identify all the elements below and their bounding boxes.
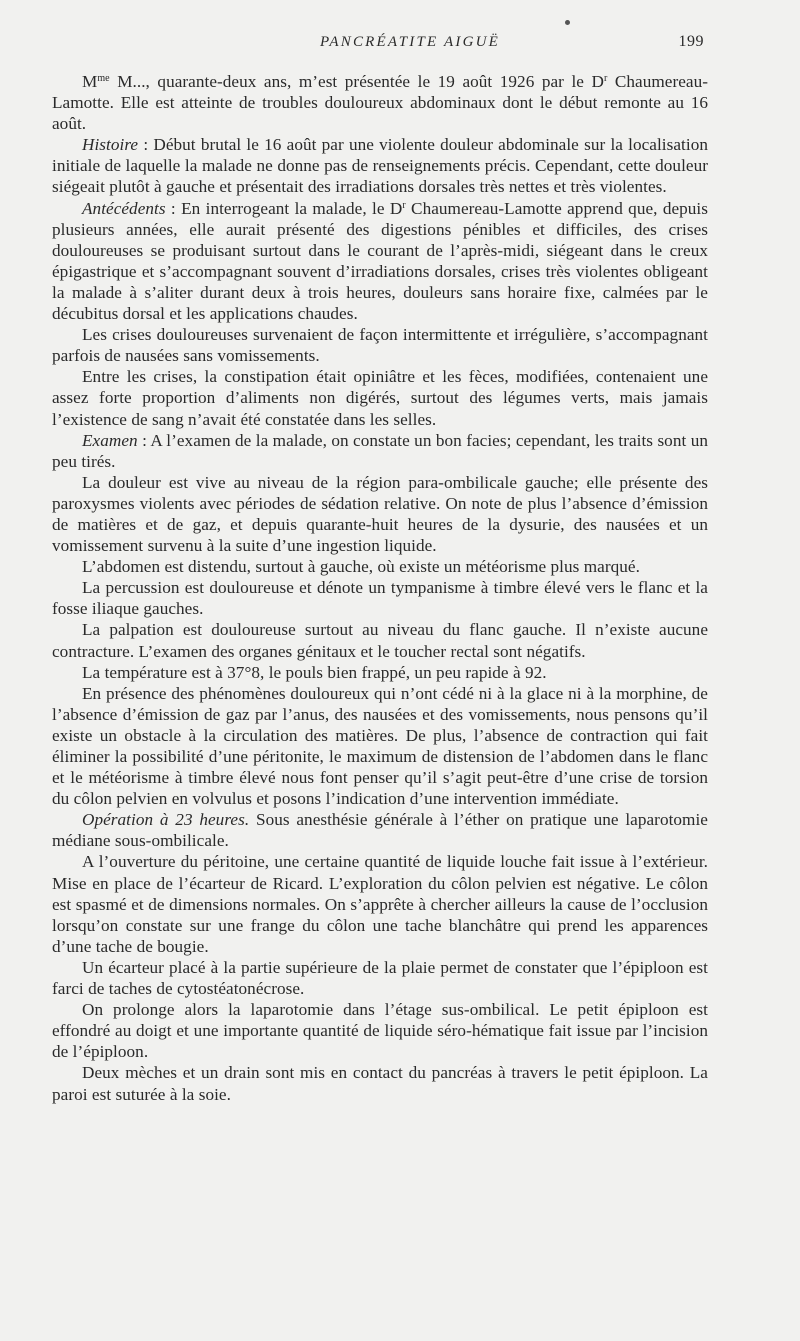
paragraph-antecedents: Antécédents : En interrogeant la malade, le $D^r$ Chaumereau-Lamotte apprend que, depuis plusieurs années, elle aurait présenté des digestions pénibles et difficiles, des crises douloureuses se produisant surtout dans le courant de l’après-midi, siégeant dans le creux épigastrique et s’accompagnant souvent d’irradiations dorsales, crises très violentes obligeant la malade à s’aliter durant deux à trois heures, douleurs sans horaire fixe, calmées par le décubitus dorsal et les applications chaudes. [52,198,708,324]
paragraph-histoire: Histoire : Début brutal le 16 août par une violente douleur abdominale sur la localisation initiale de laquelle la malade ne donne pas de renseignements précis. Cependant, cette douleur siégeait plutôt à gauche et présentait des irradiations dorsales très nettes et très violentes. [52,135,708,197]
paragraph-temperature: La température est à 37°8, le pouls bien frappé, un peu rapide à 92. [82,662,547,682]
paragraph-percussion: La percussion est douloureuse et dénote un tympanisme à timbre élevé vers le flanc et la fosse iliaque gauches. [52,578,708,619]
paragraph-palpation: La palpation est douloureuse surtout au niveau du flanc gauche. Il n’existe aucune contracture. L’examen des organes génitaux et le toucher rectal sont négatifs. [52,620,708,661]
section-lead-antecedents: Antécédents [82,198,166,218]
paragraph-operation: Opération à 23 heures. Sous anesthésie générale à l’éther on pratique une laparotomie médiane sous-ombilicale. [52,810,708,851]
paragraph-ouverture: A l’ouverture du péritoine, une certaine quantité de liquide louche fait issue à l’extérieur. Mise en place de l’écarteur de Ricard. L’exploration du côlon pelvien est négative. Le côlon est spasmé et de dimensions normales. On s’apprête à chercher ailleurs la cause de l’occlusion lorsqu’on constate sur une frange du côlon une tache blanchâtre qui prend les apparences d’une tache de bougie. [52,852,708,956]
section-lead-histoire: Histoire [82,135,139,155]
page-number: 199 [678,33,704,50]
body-text [52,71,708,1105]
print-speck [565,20,570,25]
paragraph-examen: Examen : A l’examen de la malade, on constate un bon facies; cependant, les traits sont un peu tirés. [52,430,708,471]
paragraph-diagnostic: En présence des phénomènes douloureux qui n’ont cédé ni à la glace ni à la morphine, de l’absence d’émission de gaz par l’anus, des nausées et des vomissements, nous pensons qu’il existe un obstacle à la circulation des matières. De plus, l’absence de contraction qui fait éliminer la possibilité d’une péritonite, le maximum de distension de l’abdomen dans le flanc et le météorisme à timbre élevé nous font penser qu’il s’agit peut-être d’une crise de torsion du côlon pelvien en volvulus et posons l’indication d’une intervention immédiate. [52,683,708,809]
section-lead-examen: Examen [82,430,138,450]
paragraph-drainage: Deux mèches et un drain sont mis en contact du pancréas à travers le petit épiploon. La paroi est suturée à la soie. [52,1063,708,1104]
running-head [0,30,800,54]
paragraph-douleur: La douleur est vive au niveau de la région para-ombilicale gauche; elle présente des paroxysmes violents avec périodes de sédation relative. On note de plus l’absence d’émission de matières et de gaz, et depuis quarante-huit heures de la dysurie, des nausées et un vomissement survenu à la suite d’une ingestion liquide. [52,472,708,556]
paragraph-abdomen: L’abdomen est distendu, surtout à gauche, où existe un météorisme plus marqué. [82,557,640,577]
paragraph-ecarteur: Un écarteur placé à la partie supérieure de la plaie permet de constater que l’épiploon est farci de taches de cytostéatonécrose. [52,957,708,999]
section-lead-operation: Opération à 23 heures. [82,810,250,830]
paragraph-laparotomie: On prolonge alors la laparotomie dans l’étage sus-ombilical. Le petit épiploon est effondré au doigt et une importante quantité de liquide séro-hématique fait issue par l’incision de l’épiploon. [52,1000,708,1062]
paragraph-constipation: Entre les crises, la constipation était opiniâtre et les fèces, modifiées, contenaient une assez forte proportion d’aliments non digérés, surtout des légumes verts, mais jamais l’existence de sang n’avait été constatée dans les selles. [52,367,708,429]
paragraph-crises: Les crises douloureuses survenaient de façon intermittente et irrégulière, s’accompagnant parfois de nausées sans vomissements. [52,325,708,366]
paragraph-patient-intro: $M^{me}$ M..., quarante-deux ans, m’est présentée le 19 août 1926 par le $D^r$ Chaumereau-Lamotte. Elle est atteinte de troubles douloureux abdominaux dont le début remonte au 16 août. [52,72,709,134]
running-title: PANCRÉATITE AIGUË [319,34,501,50]
